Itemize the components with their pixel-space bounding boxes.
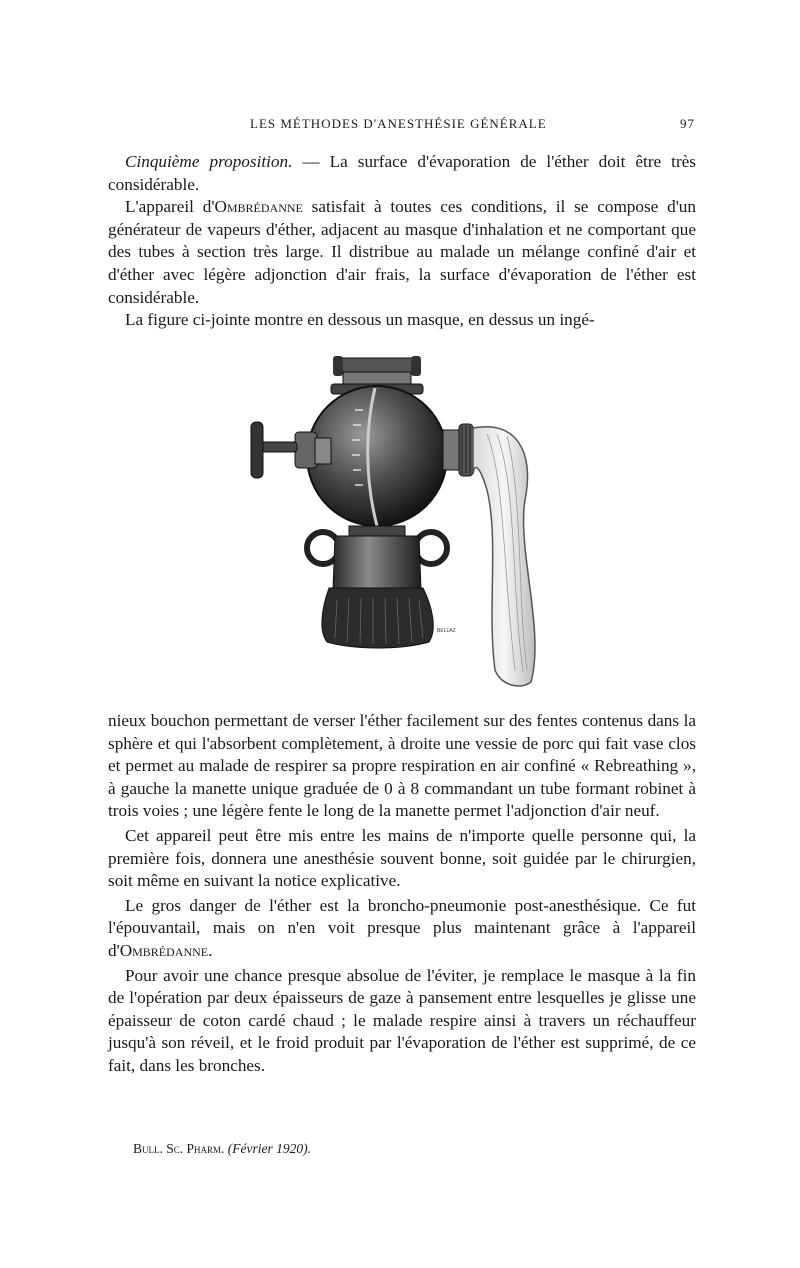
author-name: Ombrédanne (119, 940, 209, 960)
page-number: 97 (680, 116, 695, 131)
journal-name: Bull. Sc. Pharm. (133, 1141, 225, 1156)
paragraph: La figure ci-jointe montre en dessous un masque, en dessus un ingé- (125, 310, 595, 330)
proposition-title: Cinquième proposition. (125, 152, 293, 171)
author-name: Ombrédanne (214, 197, 303, 217)
text-block-lower (108, 710, 696, 1078)
ombredanne-apparatus-illustration (225, 350, 555, 690)
engraver-mark: BELLAZ (437, 628, 456, 634)
paragraph (108, 895, 696, 963)
bibliographic-footer (133, 1141, 311, 1157)
paragraph-text: satisfait à toutes ces conditions, il se compose d'un générateur de vapeurs d'éther, adjacent au masque d'inhalation et ne comportant que des tubes à section très large. Il distribue au malade un mélange confiné d'air et d'éther avec légère adjonction d'air frais, la surface d'évaporation de l'éther est considérable. (108, 197, 696, 307)
paragraph (108, 151, 696, 196)
publication-date: (Février 1920). (227, 1141, 312, 1156)
paragraph-text: . (208, 940, 213, 960)
paragraph-text: — La surface d'évaporation de l'éther doit être très considérable. (108, 152, 696, 194)
running-header (110, 116, 695, 136)
paragraph: nieux bouchon permettant de verser l'éther facilement sur des fentes contenus dans la sphère et qui l'absorbent complètement, à droite une vessie de porc qui fait vase clos et permet au malade de respirer sa propre respiration en air confiné « Rebreathing », à gauche la manette unique graduée de 0 à 8 commandant un tube formant robinet à trois voies ; une légère fente le long de la manette permet l'adjonction d'air neuf. (108, 711, 696, 821)
paragraph (108, 196, 696, 309)
paragraph: Pour avoir une chance presque absolue de l'éviter, je remplace le masque à la fin de l'opération par deux épaisseurs de gaze à pansement entre lesquelles je glisse une épaisseur de coton cardé chaud ; le malade respire ainsi à travers un réchauffeur jusqu'à son réveil, et le froid produit par l'évaporation de l'éther est supprimé, de ce fait, dans les bronches. (108, 965, 696, 1075)
paragraph-text: L'appareil d' (125, 197, 215, 217)
header-title: LES MÉTHODES D'ANESTHÉSIE GÉNÉRALE (250, 116, 547, 131)
paragraph: Cet appareil peut être mis entre les mains de n'importe quelle personne qui, la première fois, donnera une anesthésie souvent bonne, soit guidée par le chirurgien, soit même en suivant la notice explicative. (108, 825, 696, 891)
paragraph-text: Le gros danger de l'éther est la broncho-pneumonie post-anesthésique. Ce fut l'épouvantail, mais on n'en voit presque plus maintenant grâce à l'appareil d' (108, 895, 696, 960)
text-block-upper (108, 151, 696, 332)
